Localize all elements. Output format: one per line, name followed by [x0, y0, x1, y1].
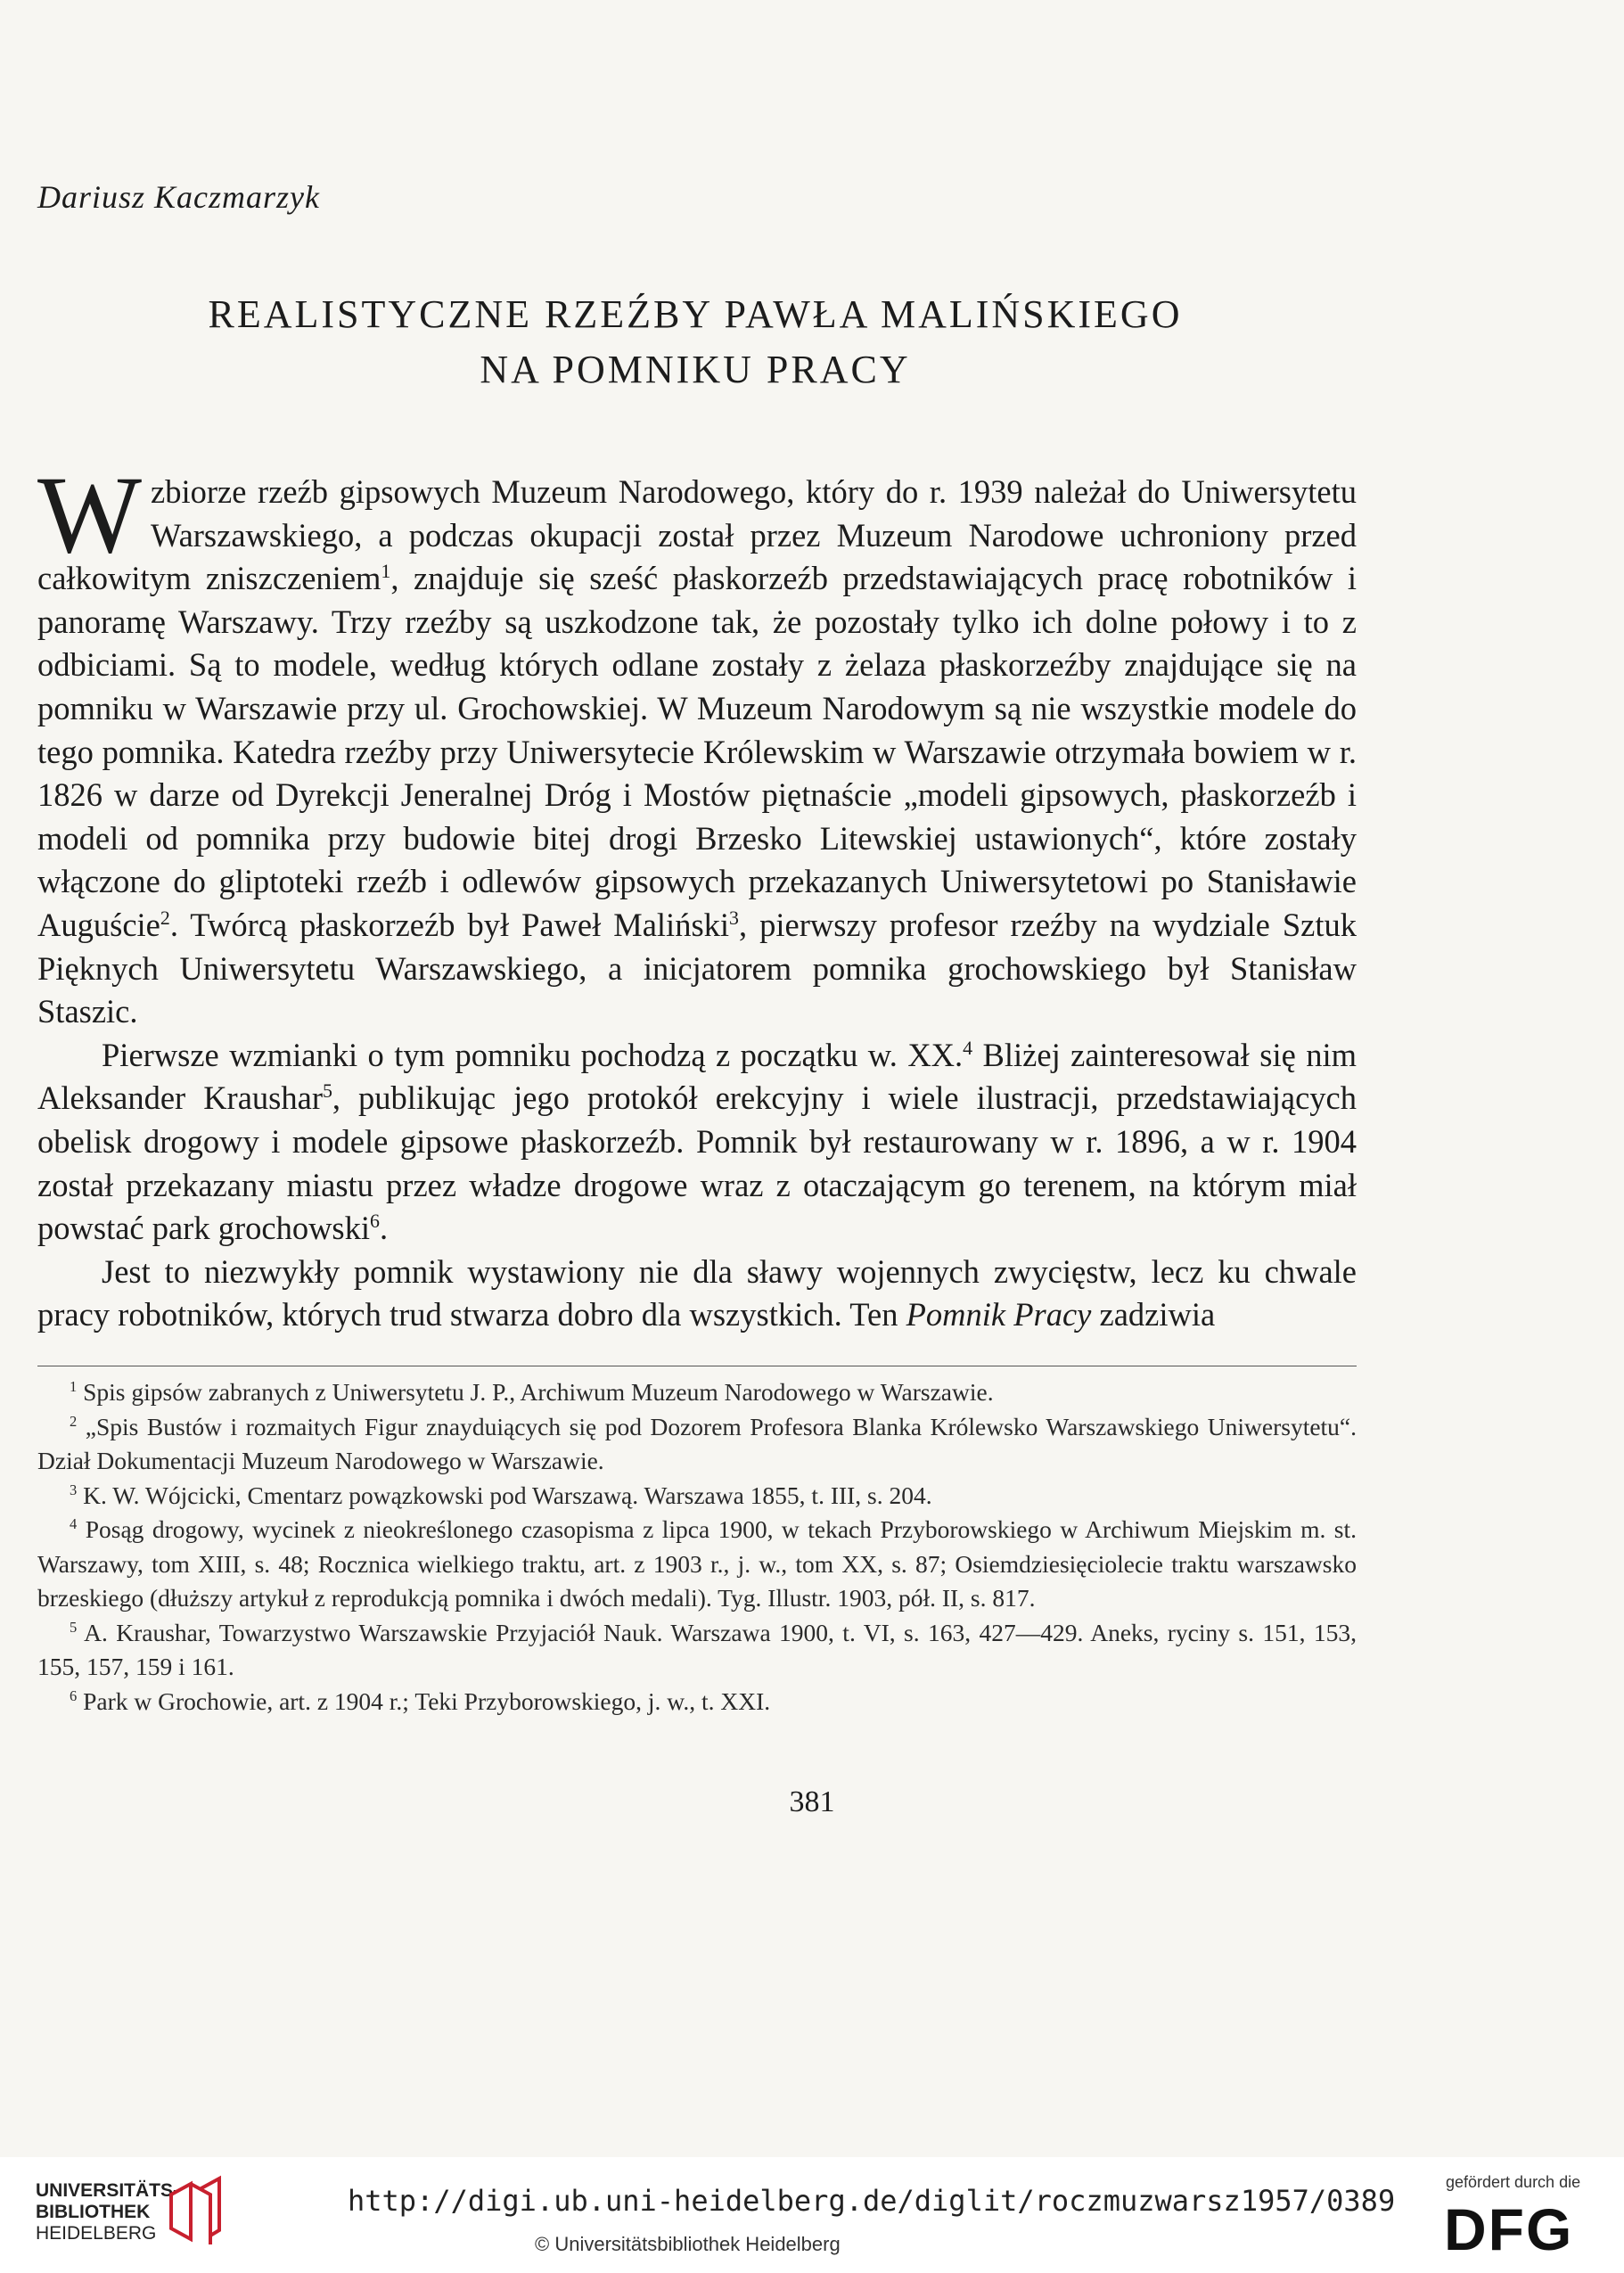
author-name: Dariusz Kaczmarzyk — [37, 179, 321, 215]
drop-cap: W — [37, 454, 143, 576]
library-logo-icon[interactable] — [164, 2175, 226, 2246]
footnote: $^2$ „Spis Bustów i rozmaitych Figur znayduiących się pod Dozorem Profesora Blanka Królewsko Warszawskiego Uniwersytetu“. Dział Dokumentacji Muzeum Narodowego w Warszawie. — [37, 1412, 1357, 1474]
footnote: $^1$ Spis gipsów zabranych z Uniwersytetu J. P., Archiwum Muzeum Narodowego w Warszawie. — [70, 1377, 994, 1406]
paragraph-3: Jest to niezwykły pomnik wystawiony nie dla sławy wojennych zwycięstw, lecz ku chwale pracy robotników, których trud stwarza dobro dla wszystkich. Ten Pomnik Pracy zadziwia — [37, 1252, 1357, 1333]
article-body — [37, 454, 1357, 1337]
footnote-ref[interactable]: 5 — [322, 1079, 332, 1103]
footnote: $^4$ Posąg drogowy, wycinek z nieokreślonego czasopisma z lipca 1900, w tekach Przyborowskiego w Archiwum Miejskim m. st. Warszawy, tom XIII, s. 48; Rocznica wielkiego traktu, art. z 1903 r., j. w., tom XX, s. 87; Osiemdziesięciolecie traktu warszawsko brzeskiego (dłuższy artykuł z reprodukcją pomnika i dwóch medali). Tyg. Illustr. 1903, pół. II, s. 817. — [37, 1514, 1357, 1612]
footnotes — [37, 1375, 1357, 1719]
footnote-ref[interactable]: 2 — [160, 906, 170, 929]
paragraph-1: Wzbiorze rzeźb gipsowych Muzeum Narodowego, który do r. 1939 należał do Uniwersytetu Warszawskiego, a podczas okupacji został przez Muzeum Narodowe uchroniony przed całkowitym zniszczeniem$^1$, znajduje się sześć płaskorzeźb przedstawiających pracę robotników i panoramę Warszawy. Trzy rzeźby są uszkodzone tak, że pozostały tylko ich dolne połowy i to z odbiciami. Są to modele, według których odlane zostały z żelaza płaskorzeźby znajdujące się na pomniku w Warszawie przy ul. Grochowskiej. W Muzeum Narodowym są nie wszystkie modele do tego pomnika. Katedra rzeźby przy Uniwersytecie Królewskim w Warszawie otrzymała bowiem w r. 1826 w darze od Dyrekcji Jeneralnej Dróg i Mostów piętnaście „modeli gipsowych, płaskorzeźb i modeli od pomnika przy budowie bitej drogi Brzesko Litewskiej ustawionych“, które zostały włączone do gliptoteki rzeźb i odlewów gipsowych przekazanych Uniwersytetowi po Stanisławie Auguście$^2$. Twórcą płaskorzeźb był Paweł Maliński$^3$, pierwszy profesor rzeźby na wydziale Sztuk Pięknych Uniwersytetu Warszawskiego, a inicjatorem pomnika grochowskiego był Stanisław Staszic. — [37, 454, 1357, 1030]
permalink-url[interactable]: http://digi.ub.uni-heidelberg.de/diglit/roczmuzwarsz1957/0389 — [348, 2184, 1396, 2218]
funder-label: gefördert durch die — [1446, 2173, 1581, 2191]
copyright-notice: © Universitätsbibliothek Heidelberg — [535, 2233, 841, 2255]
title-line-1: REALISTYCZNE RZEŹBY PAWŁA MALIŃSKIEGO — [208, 292, 1183, 336]
footnote: $^3$ K. W. Wójcicki, Cmentarz powązkowski pod Warszawą. Warszawa 1855, t. III, s. 204. — [70, 1481, 932, 1509]
footnote: $^5$ A. Kraushar, Towarzystwo Warszawskie Przyjaciół Nauk. Warszawa 1900, t. VI, s. 163, 427—429. Aneks, ryciny s. 151, 153, 155, 157, 159 i 161. — [37, 1618, 1357, 1680]
paragraph-2: Pierwsze wzmianki o tym pomniku pochodzą z początku w. XX.$^4$ Bliżej zainteresował się nim Aleksander Kraushar$^5$, publikując jego protokół erekcyjny i wiele ilustracji, przedstawiających obelisk drogowy i modele gipsowe płaskorzeźb. Pomnik był restaurowany w r. 1896, a w r. 1904 został przekazany miastu przez władze drogowe wraz z otaczającym go terenem, na którym miał powstać park grochowski$^6$. — [37, 1036, 1357, 1247]
footnote-ref[interactable]: 3 — [729, 906, 739, 929]
page-number: 381 — [789, 1785, 835, 1818]
title-line-2: NA POMNIKU PRACY — [480, 348, 911, 391]
footnote: $^6$ Park w Grochowie, art. z 1904 r.; Teki Przyborowskiego, j. w., t. XXI. — [70, 1686, 771, 1715]
footnote-ref[interactable]: 1 — [381, 560, 391, 583]
library-name[interactable]: UNIVERSITÄTS- BIBLIOTHEK HEIDELBERG — [36, 2180, 180, 2244]
footnote-ref[interactable]: 6 — [370, 1209, 380, 1232]
footnote-ref[interactable]: 4 — [963, 1036, 973, 1059]
article-title — [125, 287, 1266, 398]
dfg-logo[interactable]: DFG — [1444, 2196, 1574, 2262]
